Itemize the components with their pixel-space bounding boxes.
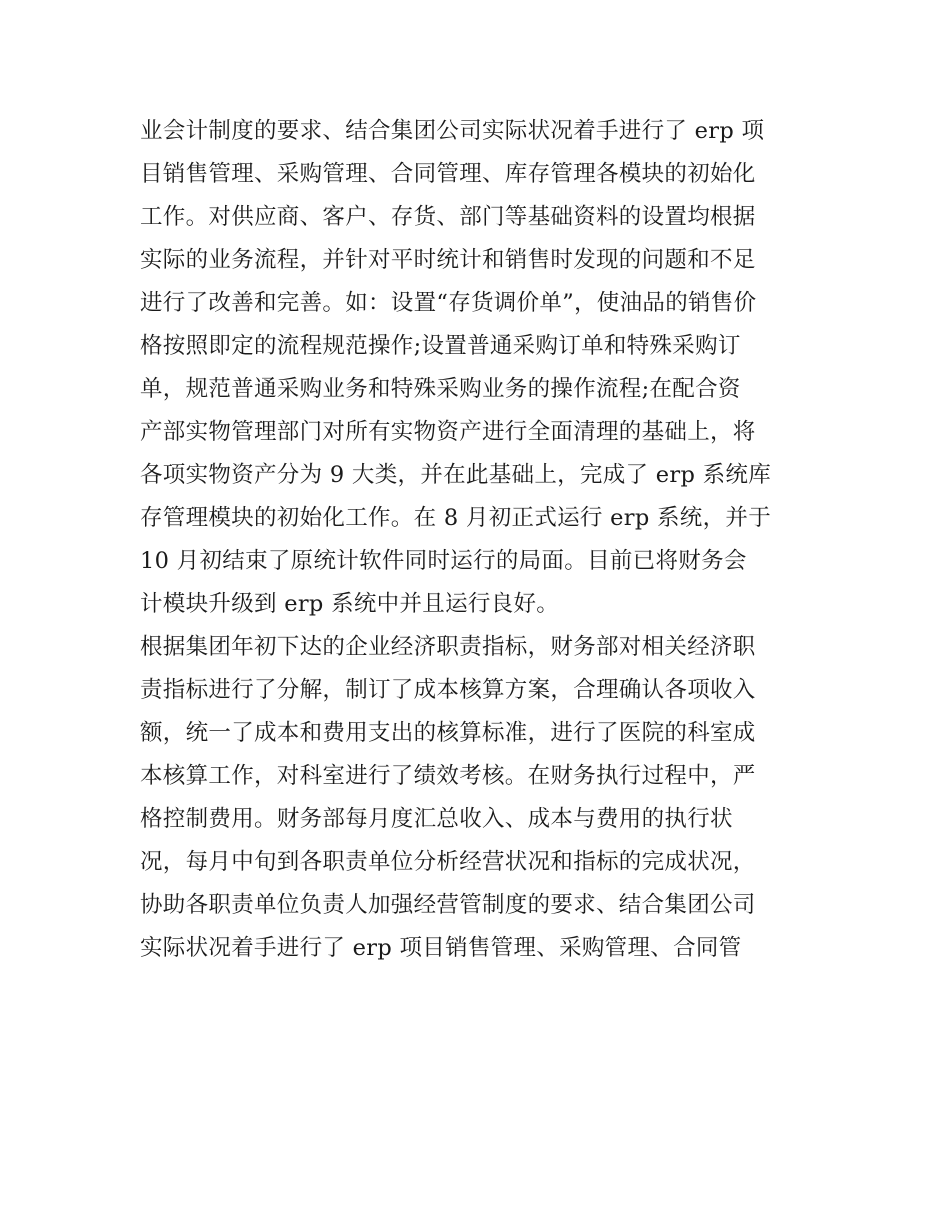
- text-line: 本核算工作，对科室进行了绩效考核。在财务执行过程中，严: [140, 763, 756, 789]
- text-line: 况，每月中旬到各职责单位分析经营状况和指标的完成状况，: [140, 849, 756, 875]
- text-line: 实际状况着手进行了 erp 项目销售管理、采购管理、合同管: [140, 935, 742, 961]
- text-line: 产部实物管理部门对所有实物资产进行全面清理的基础上，将: [140, 419, 756, 445]
- text-line: 单，规范普通采购业务和特殊采购业务的操作流程;在配合资: [140, 376, 741, 402]
- text-line: 目销售管理、采购管理、合同管理、库存管理各模块的初始化: [140, 161, 756, 187]
- text-line: 格控制费用。财务部每月度汇总收入、成本与费用的执行状: [140, 806, 733, 832]
- text-line: 协助各职责单位负责人加强经营管制度的要求、结合集团公司: [140, 892, 756, 918]
- text-line: 额，统一了成本和费用支出的核算标准，进行了医院的科室成: [140, 720, 756, 746]
- text-line: 责指标进行了分解，制订了成本核算方案，合理确认各项收入: [140, 677, 756, 703]
- text-line: 根据集团年初下达的企业经济职责指标，财务部对相关经济职: [140, 634, 756, 660]
- text-line: 10 月初结束了原统计软件同时运行的局面。目前已将财务会: [140, 548, 747, 574]
- text-line: 格按照即定的流程规范操作;设置普通采购订单和特殊采购订: [140, 333, 741, 359]
- text-line: 进行了改善和完善。如：设置“存货调价单”，使油品的销售价: [140, 290, 757, 316]
- text-line: 实际的业务流程，并针对平时统计和销售时发现的问题和不足: [140, 247, 756, 273]
- body-text: [140, 110, 820, 970]
- text-line: 存管理模块的初始化工作。在 8 月初正式运行 erp 系统，并于: [140, 505, 771, 531]
- text-line: 计模块升级到 erp 系统中并且运行良好。: [140, 591, 560, 617]
- text-line: 各项实物资产分为 9 大类，并在此基础上，完成了 erp 系统库: [140, 462, 771, 488]
- text-line: 业会计制度的要求、结合集团公司实际状况着手进行了 erp 项: [140, 118, 765, 144]
- text-line: 工作。对供应商、客户、存货、部门等基础资料的设置均根据: [140, 204, 756, 230]
